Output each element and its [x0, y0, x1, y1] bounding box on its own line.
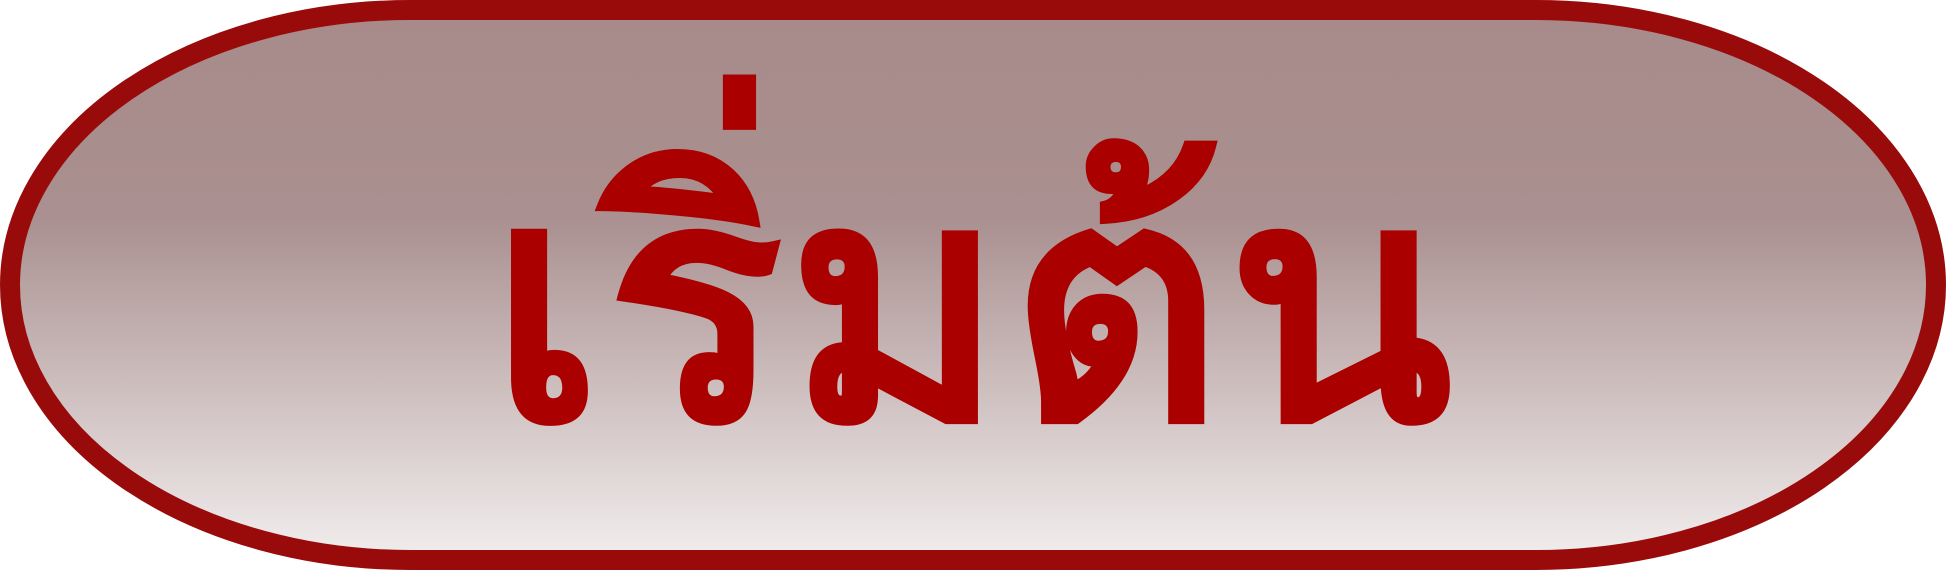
- start-button-label: เริ่มต้น: [489, 113, 1457, 497]
